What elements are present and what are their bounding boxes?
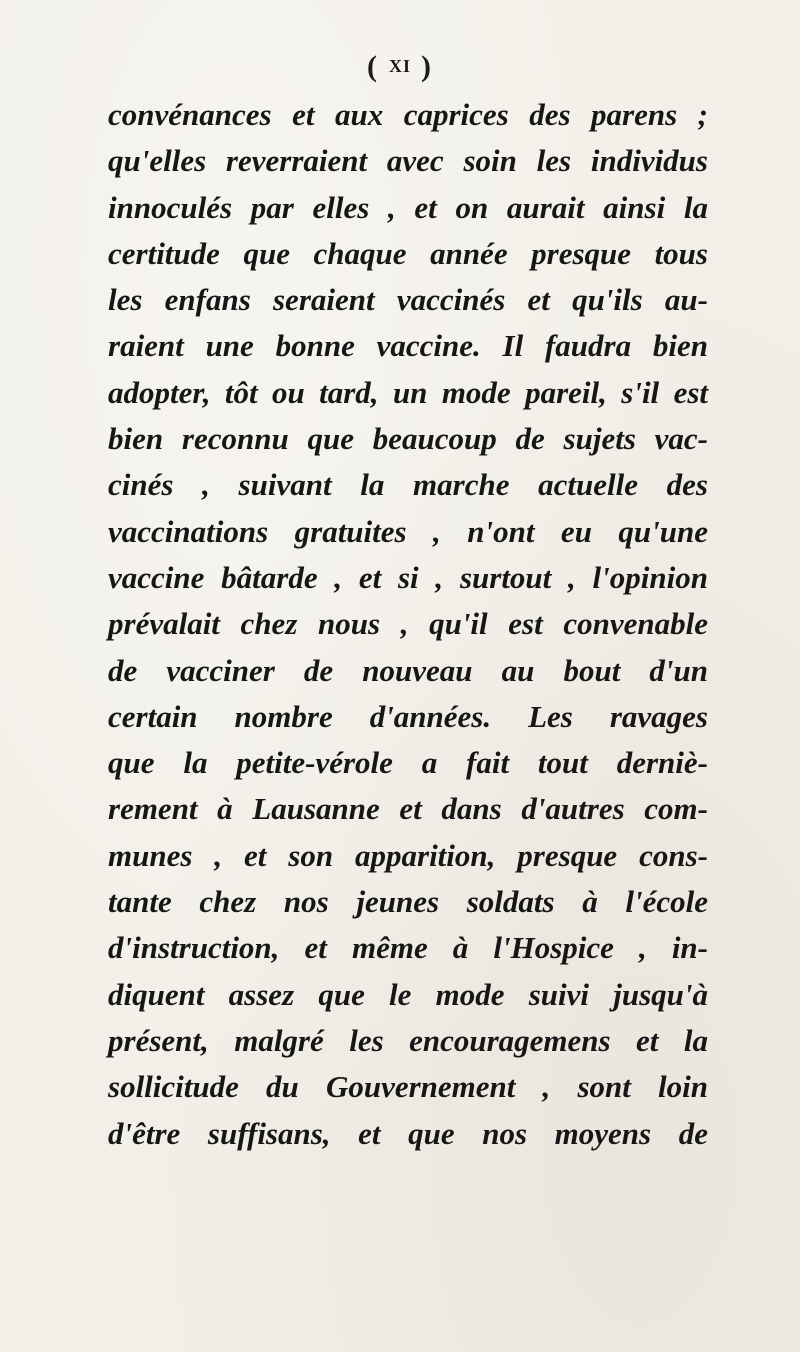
page-number: XI: [388, 56, 411, 76]
text-line: adopter, tôt ou tard, un mode pareil, s'il est: [108, 374, 708, 410]
text-line: de vacciner de nouveau au bout d'un: [108, 652, 708, 688]
text-line: convénances et aux caprices des parens ;: [108, 97, 708, 132]
text-line: d'instruction, et même à l'Hospice , in-: [108, 930, 708, 966]
text-line: que la petite-vérole a fait tout derniè-: [108, 745, 708, 781]
text-line: vaccine bâtarde , et si , surtout , l'opinion: [108, 559, 708, 595]
text-line: sollicitude du Gouvernement , sont loin: [108, 1069, 708, 1105]
header-open-paren: (: [366, 50, 379, 83]
text-line: innoculés par elles , et on aurait ainsi la: [108, 189, 708, 225]
header-close-paren: ): [421, 50, 433, 83]
body-text: [108, 92, 708, 1157]
text-line: munes , et son apparition, presque cons-: [108, 837, 708, 873]
text-line: certain nombre d'années. Les ravages: [108, 698, 708, 734]
page-header: [0, 50, 800, 84]
text-line: d'être suffisans, et que nos moyens de: [108, 1115, 708, 1151]
text-line: bien reconnu que beaucoup de sujets vac-: [108, 421, 708, 457]
text-line: rement à Lausanne et dans d'autres com-: [108, 791, 708, 827]
text-line: tante chez nos jeunes soldats à l'école: [108, 884, 708, 920]
text-line: qu'elles reverraient avec soin les individus: [108, 143, 708, 179]
text-line: vaccinations gratuites , n'ont eu qu'une: [108, 513, 708, 549]
text-line: diquent assez que le mode suivi jusqu'à: [108, 976, 708, 1012]
text-line: cinés , suivant la marche actuelle des: [108, 467, 708, 503]
text-line: présent, malgré les encouragemens et la: [108, 1022, 708, 1058]
text-line: certitude que chaque année presque tous: [108, 235, 708, 271]
text-line: les enfans seraient vaccinés et qu'ils au-: [108, 282, 708, 318]
text-line: raient une bonne vaccine. Il faudra bien: [108, 328, 708, 364]
text-line: prévalait chez nous , qu'il est convenable: [108, 606, 708, 642]
